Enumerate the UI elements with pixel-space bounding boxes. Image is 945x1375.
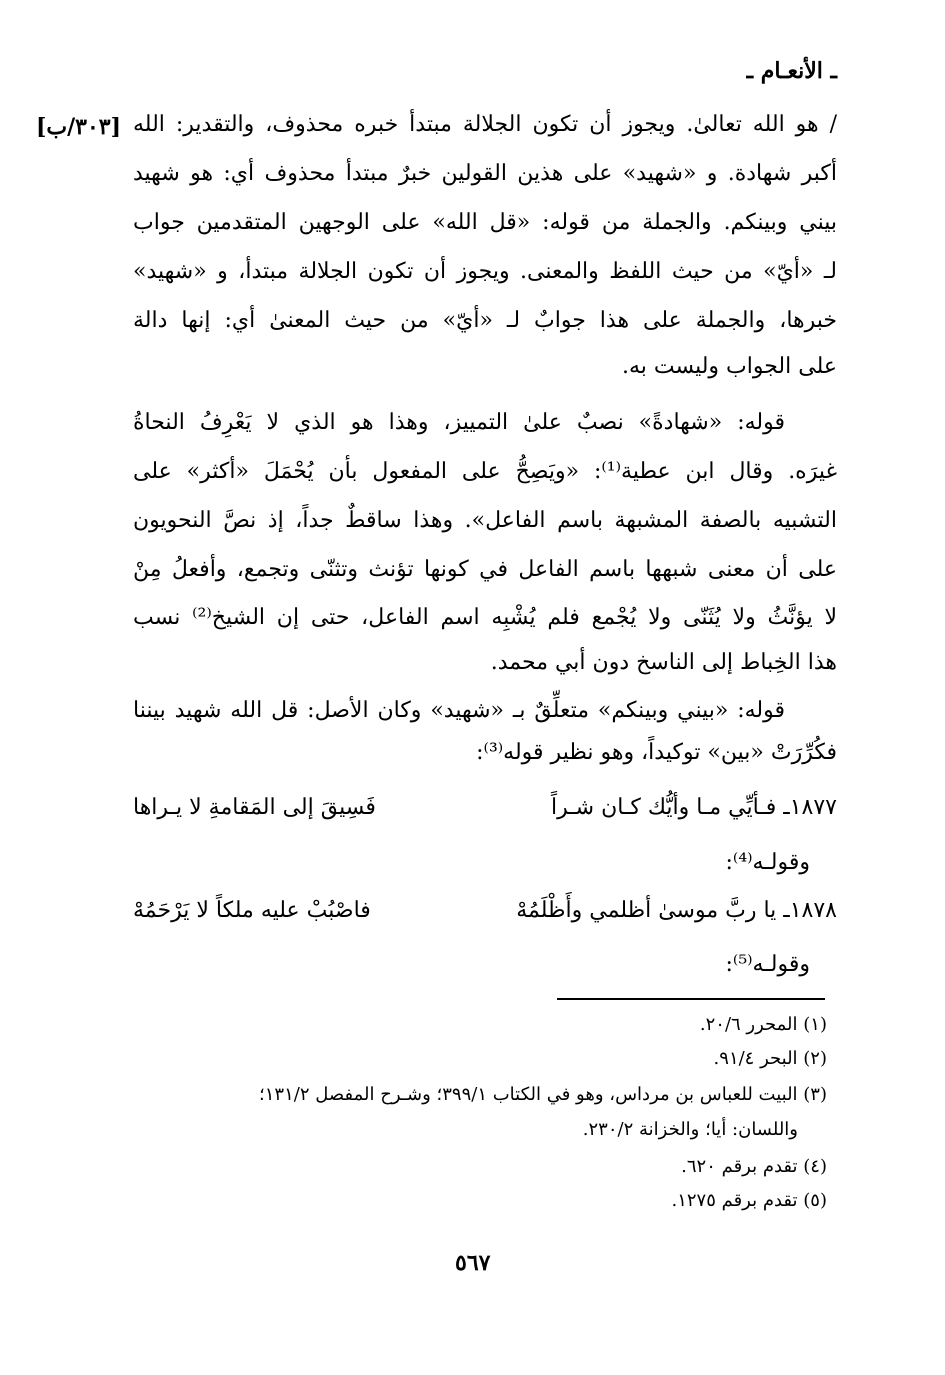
text-line: التشبيه بالصفة المشبهة باسم الفاعل». وهذا ساقطٌ جداً، إذ نصَّ النحويون bbox=[133, 508, 837, 533]
text-line: وقولـه⁽⁴⁾: bbox=[725, 850, 810, 875]
verse-first-hemistich: ١٨٧٨ـ يا ربَّ موسىٰ أظلمي وأَظْلَمُهْ bbox=[516, 898, 837, 923]
running-header: ـ الأنعـام ـ bbox=[746, 58, 837, 84]
footnote: (٥) تقدم برقم ١٢٧٥. bbox=[671, 1190, 827, 1211]
footnote: (٣) البيت للعباس بن مرداس، وهو في الكتاب ٣٩٩/١؛ وشـرح المفصل ١٣١/٢؛ bbox=[259, 1084, 827, 1105]
text-line: على أن معنى شبهها باسم الفاعل في كونها تؤنث وتثنّى وتجمع، وأفعلُ مِنْ bbox=[133, 557, 837, 582]
manuscript-folio-reference: [٣٠٣/ب] bbox=[36, 114, 122, 140]
footnote-continuation: واللسان: أيا؛ والخزانة ٢٣٠/٢. bbox=[582, 1119, 798, 1140]
text-line: غيرَه. وقال ابن عطية⁽¹⁾: «ويَصِحُّ على المفعول بأن يُحْمَلَ «أكثر» على bbox=[133, 459, 837, 484]
text-line: لا يؤنَّثُ ولا يُثَنّى ولا يُجْمع فلم يُشْبِه اسم الفاعل، حتى إن الشيخ⁽²⁾ نسب bbox=[133, 605, 838, 630]
text-line: خبرها، والجملة على هذا جوابٌ لـ «أيّ» من حيث المعنىٰ أي: إنها دالة bbox=[133, 308, 837, 333]
text-line: بيني وبينكم. والجملة من قوله: «قل الله» على الوجهين المتقدمين جواب bbox=[133, 210, 837, 235]
text-line: على الجواب وليست به. bbox=[621, 354, 837, 379]
text-line: / هو الله تعالىٰ. ويجوز أن تكون الجلالة مبتدأ خبره محذوف، والتقدير: الله bbox=[133, 112, 837, 137]
verse-second-hemistich: فاصْبُبْ عليه ملكاً لا يَرْحَمُهْ bbox=[133, 898, 371, 923]
verse-second-hemistich: فَسِيقَ إلى المَقامةِ لا يـراها bbox=[133, 795, 376, 820]
text-line: قوله: «بيني وبينكم» متعلِّقٌ بـ «شهيد» وكان الأصل: قل الله شهيد بيننا bbox=[133, 698, 785, 723]
text-line: أكبر شهادة. و «شهيد» على هذين القولين خبرٌ مبتدأ محذوف أي: هو شهيد bbox=[133, 161, 837, 186]
verse-first-hemistich: ١٨٧٧ـ فـأيِّي مـا وأيُّك كـان شـراً bbox=[550, 795, 837, 820]
text-line: وقولـه⁽⁵⁾: bbox=[725, 952, 810, 977]
text-line: فكُرِّرَتْ «بين» توكيداً، وهو نظير قوله⁽³⁾: bbox=[476, 740, 837, 765]
footnote-separator bbox=[557, 998, 825, 1000]
text-line: لـ «أيّ» من حيث اللفظ والمعنى. ويجوز أن تكون الجلالة مبتدأ، و «شهيد» bbox=[133, 259, 837, 284]
text-line: قوله: «شهادةً» نصبٌ علىٰ التمييز، وهذا هو الذي لا يَعْرِفُ النحاةُ bbox=[133, 410, 785, 435]
page-number: ٥٦٧ bbox=[455, 1250, 491, 1276]
text-line: هذا الخِباط إلى الناسخ دون أبي محمد. bbox=[490, 650, 837, 675]
footnote: (٢) البحر ٩١/٤. bbox=[713, 1048, 827, 1069]
footnote: (١) المحرر ٢٠/٦. bbox=[699, 1014, 827, 1035]
footnote: (٤) تقدم برقم ٦٢٠. bbox=[681, 1156, 827, 1177]
